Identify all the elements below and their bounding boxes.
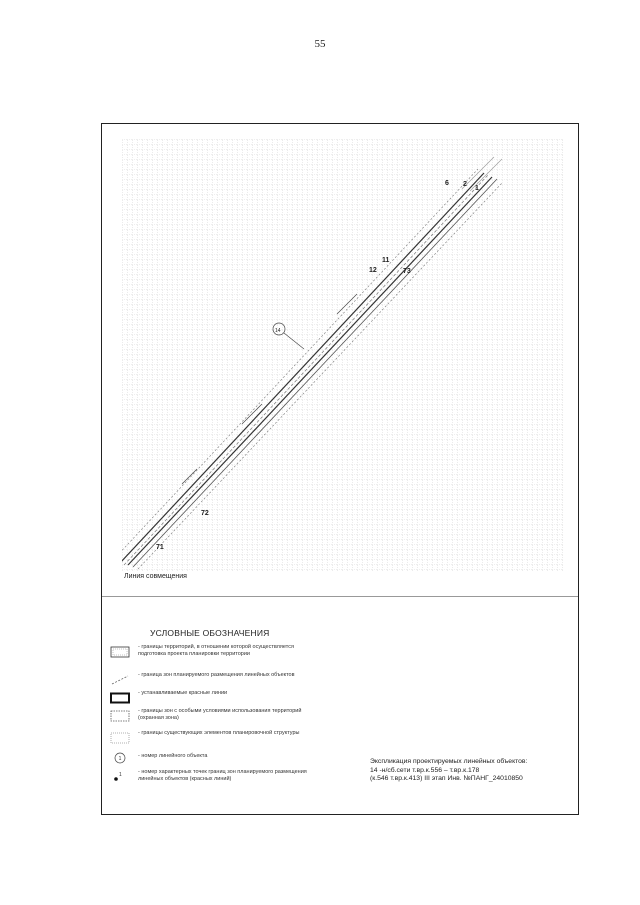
point-label-1: 1 (475, 185, 479, 192)
red-line-icon (110, 692, 130, 704)
legend-text: - границы зон с особыми условиями использования территорий (охранная зона) (138, 708, 302, 721)
object-number-icon (110, 752, 130, 764)
point-label-72: 72 (201, 510, 209, 517)
legend-text: - границы существующих элементов планировочной структуры (138, 730, 300, 736)
point-number-symbol: 1 (119, 772, 122, 778)
parcel-grid (122, 139, 564, 571)
special-zone-icon (110, 710, 130, 722)
point-label-12: 12 (369, 267, 377, 274)
point-number-icon (110, 771, 130, 783)
object-number-symbol: 1 (118, 756, 122, 762)
point-label-71: 71 (156, 544, 164, 551)
divider (102, 596, 578, 597)
point-label-2: 2 (463, 181, 467, 188)
legend-text: - граница зон планируемого размещения линейных объектов (138, 672, 295, 678)
legend-item-special-zone (110, 708, 310, 732)
existing-elements-icon (110, 732, 130, 744)
legend-title: УСЛОВНЫЕ ОБОЗНАЧЕНИЯ (150, 628, 270, 638)
combine-line-label: Линия совмещения (124, 573, 187, 580)
legend-item-point-number (110, 769, 310, 793)
explication-line-2: (к.546 т.вр.к.413) III этап Инв. №ПАНГ_24010850 (370, 775, 523, 783)
legend-text: - номер характерных точек границ зон планируемого размещения линейных объектов (красных линий) (138, 769, 307, 782)
legend-item-territory (110, 644, 310, 668)
territory-boundary-icon (110, 646, 130, 658)
object-label-14: 14 (275, 328, 281, 334)
legend-text: - номер линейного объекта (138, 753, 208, 759)
zone-boundary-icon (110, 674, 130, 686)
drawing-frame (101, 123, 579, 815)
explication (370, 758, 570, 784)
explication-line-1: 14 -н/сб.сети т.вр.к.556 – т.вр.к.178 (370, 766, 480, 774)
page-number: 55 (314, 38, 326, 50)
legend-text: - устанавливаемые красные линии (138, 690, 228, 696)
explication-title: Экспликация проектируемых линейных объектов: (370, 758, 528, 765)
point-label-73: 73 (403, 268, 411, 275)
point-label-6: 6 (445, 180, 449, 187)
point-label-11: 11 (382, 257, 390, 264)
legend-text: - границы территорий, в отношении которой осуществляется подготовка проекта планировки территории (138, 644, 294, 657)
site-plan-map (122, 139, 564, 571)
site-plan-svg (122, 139, 564, 571)
